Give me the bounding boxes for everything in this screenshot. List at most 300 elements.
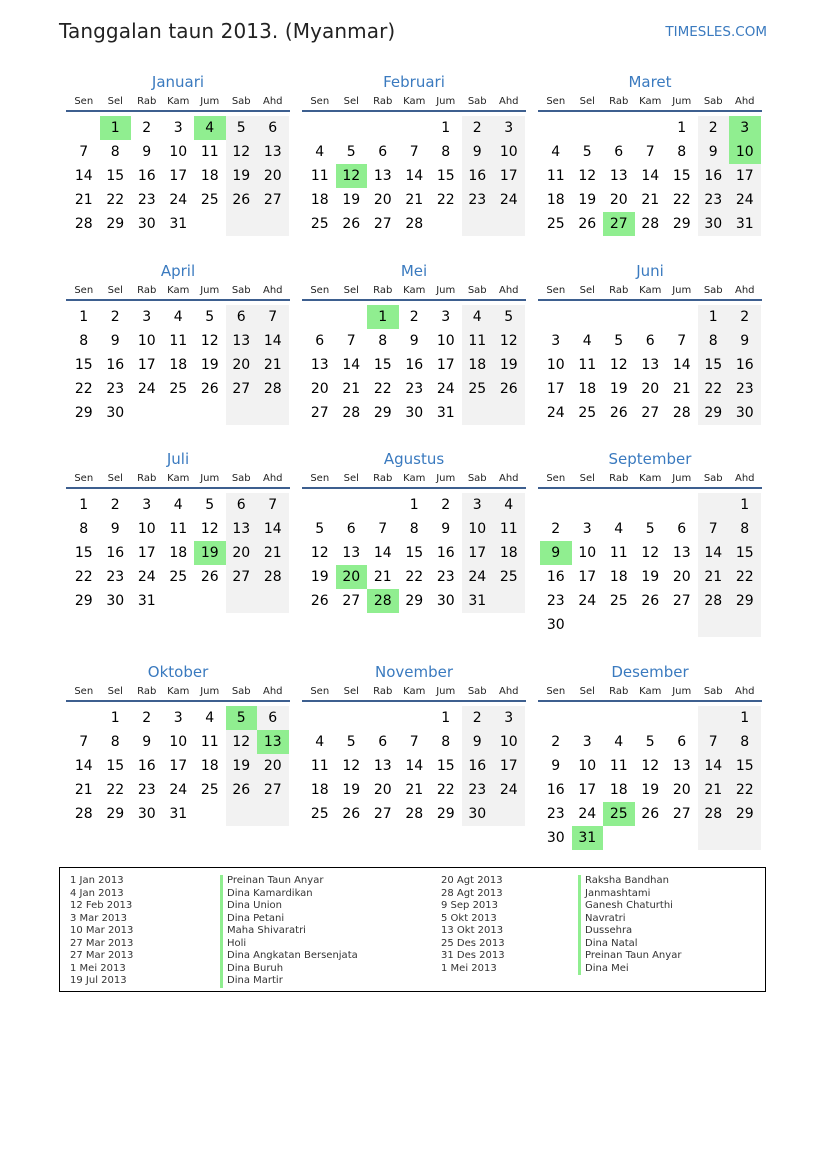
holiday-cell: 3 bbox=[729, 116, 761, 140]
empty-cell bbox=[336, 305, 368, 329]
day-cell: 28 bbox=[641, 216, 660, 232]
month-name: Februari bbox=[383, 73, 445, 91]
day-cell: 19 bbox=[226, 754, 258, 778]
day-cell: 1 bbox=[729, 493, 761, 517]
empty-cell bbox=[226, 802, 258, 826]
day-cell: 21 bbox=[257, 353, 289, 377]
day-cell: 21 bbox=[405, 192, 424, 208]
holiday-cell: 1 bbox=[100, 116, 132, 140]
day-cell: 7 bbox=[346, 333, 356, 349]
legend-date: 27 Mar 2013 bbox=[70, 937, 134, 949]
weekday-label: Rab bbox=[137, 96, 157, 107]
day-cell: 19 bbox=[578, 192, 597, 208]
month-name: Desember bbox=[611, 663, 689, 681]
day-cell: 20 bbox=[373, 782, 392, 798]
day-cell: 29 bbox=[373, 405, 392, 421]
month-mei bbox=[304, 261, 524, 425]
weekday-label: Sen bbox=[310, 285, 330, 296]
day-cell: 17 bbox=[729, 164, 761, 188]
legend-holiday-name: Ganesh Chaturthi bbox=[578, 900, 681, 913]
day-cell: 26 bbox=[493, 377, 525, 401]
empty-cell bbox=[304, 706, 336, 730]
legend-date: 1 Mei 2013 bbox=[441, 962, 497, 974]
day-cell: 2 bbox=[551, 521, 561, 537]
day-cell: 14 bbox=[257, 517, 289, 541]
day-cell: 5 bbox=[205, 309, 215, 325]
holiday-cell: 27 bbox=[603, 212, 635, 236]
day-cell: 9 bbox=[441, 521, 451, 537]
day-cell: 27 bbox=[257, 778, 289, 802]
day-cell: 10 bbox=[578, 758, 597, 774]
empty-cell bbox=[635, 706, 667, 730]
empty-cell bbox=[635, 493, 667, 517]
day-cell: 1 bbox=[729, 706, 761, 730]
weekday-label: Ahd bbox=[734, 686, 755, 697]
empty-cell bbox=[635, 305, 667, 329]
legend-dates-right bbox=[441, 875, 505, 975]
weekday-label: Sel bbox=[343, 96, 359, 107]
holiday-cell: 5 bbox=[226, 706, 258, 730]
day-cell: 4 bbox=[315, 734, 325, 750]
empty-cell bbox=[257, 802, 289, 826]
day-cell: 15 bbox=[405, 545, 424, 561]
day-cell: 13 bbox=[342, 545, 361, 561]
weekday-label: Jum bbox=[200, 285, 220, 296]
day-cell: 16 bbox=[462, 164, 494, 188]
day-cell: 9 bbox=[462, 140, 494, 164]
day-cell: 17 bbox=[137, 545, 156, 561]
day-cell: 13 bbox=[310, 357, 329, 373]
day-cell: 15 bbox=[74, 545, 93, 561]
holiday-cell: 1 bbox=[367, 305, 399, 329]
weekday-label: Jum bbox=[436, 285, 456, 296]
month-november bbox=[304, 662, 524, 826]
day-cell: 28 bbox=[405, 216, 424, 232]
day-cell: 6 bbox=[378, 734, 388, 750]
day-cell: 20 bbox=[373, 192, 392, 208]
day-cell: 5 bbox=[346, 734, 356, 750]
day-cell: 15 bbox=[106, 758, 125, 774]
month-name: April bbox=[160, 262, 196, 280]
day-cell: 8 bbox=[409, 521, 419, 537]
empty-cell bbox=[304, 305, 336, 329]
empty-cell bbox=[666, 826, 698, 850]
month-name: Maret bbox=[628, 73, 672, 91]
weekday-label: Jum bbox=[672, 686, 692, 697]
day-cell: 26 bbox=[578, 216, 597, 232]
day-cell: 29 bbox=[405, 593, 424, 609]
empty-cell bbox=[729, 826, 761, 850]
day-cell: 20 bbox=[310, 381, 329, 397]
day-cell: 11 bbox=[169, 333, 188, 349]
day-cell: 11 bbox=[310, 168, 329, 184]
day-cell: 27 bbox=[257, 188, 289, 212]
day-cell: 29 bbox=[106, 806, 125, 822]
day-cell: 25 bbox=[462, 377, 494, 401]
empty-cell bbox=[367, 706, 399, 730]
empty-cell bbox=[603, 493, 635, 517]
empty-cell bbox=[493, 589, 525, 613]
day-cell: 7 bbox=[257, 493, 289, 517]
day-cell: 1 bbox=[441, 710, 451, 726]
day-cell: 22 bbox=[373, 381, 392, 397]
day-cell: 12 bbox=[310, 545, 329, 561]
day-cell: 24 bbox=[169, 192, 188, 208]
day-cell: 31 bbox=[729, 212, 761, 236]
weekday-label: Sab bbox=[703, 686, 723, 697]
day-grid bbox=[304, 706, 524, 826]
day-cell: 27 bbox=[226, 377, 258, 401]
weekday-label: Sel bbox=[107, 285, 123, 296]
day-cell: 22 bbox=[106, 782, 125, 798]
day-cell: 26 bbox=[226, 778, 258, 802]
day-cell: 28 bbox=[698, 802, 730, 826]
day-cell: 11 bbox=[609, 545, 628, 561]
empty-cell bbox=[367, 116, 399, 140]
day-cell: 28 bbox=[74, 216, 93, 232]
day-cell: 22 bbox=[672, 192, 691, 208]
day-cell: 12 bbox=[200, 333, 219, 349]
day-cell: 11 bbox=[310, 758, 329, 774]
month-oktober bbox=[68, 662, 288, 826]
empty-cell bbox=[399, 706, 431, 730]
weekday-label: Sab bbox=[467, 285, 487, 296]
day-cell: 6 bbox=[257, 116, 289, 140]
month-name: Januari bbox=[151, 73, 205, 91]
day-cell: 1 bbox=[441, 120, 451, 136]
day-cell: 6 bbox=[677, 521, 687, 537]
month-september bbox=[540, 449, 760, 637]
day-cell: 5 bbox=[645, 734, 655, 750]
day-cell: 1 bbox=[79, 309, 89, 325]
weekday-label: Sab bbox=[467, 96, 487, 107]
weekday-label: Sel bbox=[107, 686, 123, 697]
day-cell: 23 bbox=[106, 381, 125, 397]
day-cell: 11 bbox=[546, 168, 565, 184]
weekday-label: Sel bbox=[579, 285, 595, 296]
day-cell: 31 bbox=[137, 593, 156, 609]
day-cell: 19 bbox=[342, 192, 361, 208]
day-cell: 23 bbox=[106, 569, 125, 585]
day-cell: 14 bbox=[373, 545, 392, 561]
weekday-label: Rab bbox=[373, 473, 393, 484]
day-cell: 21 bbox=[641, 192, 660, 208]
day-cell: 3 bbox=[493, 116, 525, 140]
empty-cell bbox=[729, 613, 761, 637]
day-cell: 25 bbox=[169, 569, 188, 585]
weekday-label: Jum bbox=[200, 96, 220, 107]
empty-cell bbox=[666, 305, 698, 329]
legend-date: 20 Agt 2013 bbox=[441, 875, 503, 886]
empty-cell bbox=[399, 116, 431, 140]
day-cell: 21 bbox=[373, 569, 392, 585]
day-cell: 14 bbox=[405, 758, 424, 774]
month-juni bbox=[540, 261, 760, 425]
day-cell: 15 bbox=[729, 754, 761, 778]
weekday-header bbox=[66, 471, 290, 489]
day-cell: 23 bbox=[698, 188, 730, 212]
empty-cell bbox=[572, 493, 604, 517]
legend-dates-left bbox=[70, 875, 133, 988]
brand-link[interactable]: TIMESLES.COM bbox=[665, 24, 767, 40]
day-cell: 7 bbox=[698, 517, 730, 541]
holiday-cell: 19 bbox=[194, 541, 226, 565]
empty-cell bbox=[131, 401, 163, 425]
empty-cell bbox=[540, 116, 572, 140]
day-cell: 7 bbox=[698, 730, 730, 754]
day-cell: 5 bbox=[493, 305, 525, 329]
day-cell: 30 bbox=[106, 593, 125, 609]
month-name: September bbox=[608, 450, 692, 468]
weekday-label: Rab bbox=[137, 686, 157, 697]
holiday-cell: 28 bbox=[367, 589, 399, 613]
legend-date: 10 Mar 2013 bbox=[70, 925, 134, 936]
day-cell: 15 bbox=[74, 357, 93, 373]
weekday-label: Sen bbox=[546, 473, 566, 484]
day-cell: 22 bbox=[405, 569, 424, 585]
holiday-cell: 13 bbox=[257, 730, 289, 754]
legend-holiday-name: Navratri bbox=[578, 913, 681, 926]
weekday-label: Ahd bbox=[262, 686, 283, 697]
empty-cell bbox=[572, 305, 604, 329]
day-cell: 4 bbox=[173, 497, 183, 513]
day-cell: 12 bbox=[342, 758, 361, 774]
day-cell: 13 bbox=[226, 329, 258, 353]
empty-cell bbox=[603, 613, 635, 637]
day-cell: 6 bbox=[346, 521, 356, 537]
day-cell: 9 bbox=[698, 140, 730, 164]
legend-date: 19 Jul 2013 bbox=[70, 975, 127, 986]
day-cell: 26 bbox=[342, 216, 361, 232]
day-cell: 7 bbox=[409, 144, 419, 160]
day-cell: 2 bbox=[698, 116, 730, 140]
day-cell: 22 bbox=[74, 381, 93, 397]
legend-date: 13 Okt 2013 bbox=[441, 925, 504, 936]
day-cell: 28 bbox=[257, 565, 289, 589]
empty-cell bbox=[698, 706, 730, 730]
weekday-header bbox=[66, 94, 290, 112]
weekday-label: Kam bbox=[403, 96, 426, 107]
day-cell: 17 bbox=[137, 357, 156, 373]
day-cell: 17 bbox=[546, 381, 565, 397]
month-agustus bbox=[304, 449, 524, 613]
day-cell: 28 bbox=[342, 405, 361, 421]
day-cell: 20 bbox=[257, 754, 289, 778]
month-name: Oktober bbox=[147, 663, 209, 681]
weekday-label: Sel bbox=[343, 473, 359, 484]
day-cell: 26 bbox=[641, 806, 660, 822]
month-maret bbox=[540, 72, 760, 236]
day-cell: 18 bbox=[169, 545, 188, 561]
day-cell: 5 bbox=[315, 521, 325, 537]
empty-cell bbox=[603, 305, 635, 329]
empty-cell bbox=[257, 212, 289, 236]
empty-cell bbox=[666, 706, 698, 730]
day-cell: 5 bbox=[226, 116, 258, 140]
day-cell: 17 bbox=[493, 754, 525, 778]
day-cell: 26 bbox=[609, 405, 628, 421]
day-cell: 19 bbox=[493, 353, 525, 377]
empty-cell bbox=[68, 116, 100, 140]
day-cell: 30 bbox=[546, 830, 565, 846]
day-cell: 6 bbox=[677, 734, 687, 750]
day-cell: 21 bbox=[698, 565, 730, 589]
day-cell: 6 bbox=[257, 706, 289, 730]
day-cell: 10 bbox=[169, 734, 188, 750]
day-cell: 14 bbox=[698, 754, 730, 778]
day-grid bbox=[540, 305, 760, 425]
day-cell: 21 bbox=[405, 782, 424, 798]
day-cell: 31 bbox=[436, 405, 455, 421]
empty-cell bbox=[462, 212, 494, 236]
day-cell: 16 bbox=[137, 168, 156, 184]
weekday-label: Sab bbox=[467, 686, 487, 697]
legend-holiday-name: Preinan Taun Anyar bbox=[578, 950, 681, 963]
legend-date: 5 Okt 2013 bbox=[441, 912, 497, 924]
day-cell: 22 bbox=[436, 192, 455, 208]
day-cell: 17 bbox=[436, 357, 455, 373]
empty-cell bbox=[163, 401, 195, 425]
day-cell: 29 bbox=[436, 806, 455, 822]
weekday-label: Sen bbox=[74, 686, 94, 697]
weekday-label: Jum bbox=[436, 473, 456, 484]
month-name: Juni bbox=[636, 262, 664, 280]
day-cell: 12 bbox=[641, 758, 660, 774]
day-cell: 16 bbox=[436, 545, 455, 561]
day-cell: 17 bbox=[169, 758, 188, 774]
day-cell: 25 bbox=[200, 782, 219, 798]
day-cell: 3 bbox=[582, 521, 592, 537]
day-cell: 8 bbox=[729, 730, 761, 754]
day-cell: 22 bbox=[74, 569, 93, 585]
empty-cell bbox=[635, 826, 667, 850]
day-cell: 26 bbox=[342, 806, 361, 822]
weekday-label: Rab bbox=[137, 285, 157, 296]
day-cell: 4 bbox=[551, 144, 561, 160]
day-cell: 24 bbox=[578, 806, 597, 822]
day-cell: 25 bbox=[200, 192, 219, 208]
day-cell: 1 bbox=[677, 120, 687, 136]
weekday-label: Ahd bbox=[498, 686, 519, 697]
day-cell: 24 bbox=[462, 565, 494, 589]
legend-date: 1 Jan 2013 bbox=[70, 875, 124, 886]
day-cell: 16 bbox=[729, 353, 761, 377]
day-cell: 29 bbox=[106, 216, 125, 232]
day-cell: 18 bbox=[169, 357, 188, 373]
weekday-label: Sen bbox=[310, 96, 330, 107]
day-cell: 24 bbox=[729, 188, 761, 212]
day-cell: 8 bbox=[378, 333, 388, 349]
day-cell: 18 bbox=[578, 381, 597, 397]
weekday-label: Kam bbox=[167, 473, 190, 484]
legend-holiday-name: Holi bbox=[220, 938, 358, 951]
weekday-label: Rab bbox=[609, 473, 629, 484]
day-cell: 16 bbox=[106, 545, 125, 561]
weekday-label: Sen bbox=[546, 686, 566, 697]
weekday-label: Jum bbox=[672, 285, 692, 296]
day-cell: 15 bbox=[729, 541, 761, 565]
holiday-legend bbox=[59, 867, 766, 992]
weekday-label: Ahd bbox=[262, 285, 283, 296]
day-cell: 20 bbox=[672, 569, 691, 585]
day-cell: 9 bbox=[142, 144, 152, 160]
day-cell: 30 bbox=[137, 216, 156, 232]
empty-cell bbox=[493, 212, 525, 236]
day-cell: 25 bbox=[169, 381, 188, 397]
day-cell: 22 bbox=[729, 778, 761, 802]
empty-cell bbox=[493, 802, 525, 826]
day-cell: 2 bbox=[409, 309, 419, 325]
day-cell: 28 bbox=[257, 377, 289, 401]
day-cell: 12 bbox=[226, 140, 258, 164]
day-grid bbox=[68, 706, 288, 826]
empty-cell bbox=[540, 493, 572, 517]
day-cell: 1 bbox=[110, 710, 120, 726]
day-cell: 8 bbox=[110, 144, 120, 160]
day-cell: 26 bbox=[200, 569, 219, 585]
weekday-label: Rab bbox=[373, 686, 393, 697]
day-cell: 28 bbox=[672, 405, 691, 421]
day-cell: 21 bbox=[698, 778, 730, 802]
weekday-label: Kam bbox=[403, 285, 426, 296]
empty-cell bbox=[226, 401, 258, 425]
day-cell: 16 bbox=[546, 782, 565, 798]
day-cell: 29 bbox=[698, 401, 730, 425]
empty-cell bbox=[635, 613, 667, 637]
empty-cell bbox=[666, 493, 698, 517]
weekday-label: Kam bbox=[167, 686, 190, 697]
day-cell: 28 bbox=[74, 806, 93, 822]
weekday-label: Sen bbox=[74, 96, 94, 107]
day-cell: 3 bbox=[441, 309, 451, 325]
day-cell: 3 bbox=[551, 333, 561, 349]
holiday-cell: 31 bbox=[572, 826, 604, 850]
day-cell: 23 bbox=[436, 569, 455, 585]
month-februari bbox=[304, 72, 524, 236]
day-cell: 18 bbox=[200, 168, 219, 184]
legend-holiday-name: Dina Kamardikan bbox=[220, 888, 358, 901]
day-cell: 3 bbox=[142, 309, 152, 325]
day-cell: 8 bbox=[677, 144, 687, 160]
weekday-label: Rab bbox=[609, 686, 629, 697]
legend-holiday-name: Raksha Bandhan bbox=[578, 875, 681, 888]
weekday-label: Rab bbox=[373, 96, 393, 107]
weekday-header bbox=[302, 684, 526, 702]
day-cell: 10 bbox=[493, 140, 525, 164]
day-cell: 20 bbox=[226, 353, 258, 377]
day-cell: 9 bbox=[551, 758, 561, 774]
empty-cell bbox=[336, 116, 368, 140]
empty-cell bbox=[493, 401, 525, 425]
day-cell: 12 bbox=[493, 329, 525, 353]
month-name: Mei bbox=[400, 262, 428, 280]
empty-cell bbox=[430, 212, 462, 236]
legend-date: 31 Des 2013 bbox=[441, 950, 505, 961]
empty-cell bbox=[194, 401, 226, 425]
day-cell: 25 bbox=[609, 593, 628, 609]
day-cell: 15 bbox=[436, 758, 455, 774]
day-cell: 29 bbox=[672, 216, 691, 232]
month-januari bbox=[68, 72, 288, 236]
day-cell: 19 bbox=[342, 782, 361, 798]
day-cell: 22 bbox=[698, 377, 730, 401]
day-cell: 5 bbox=[614, 333, 624, 349]
weekday-label: Jum bbox=[672, 96, 692, 107]
day-cell: 2 bbox=[551, 734, 561, 750]
day-cell: 27 bbox=[342, 593, 361, 609]
day-cell: 13 bbox=[672, 758, 691, 774]
weekday-label: Ahd bbox=[498, 285, 519, 296]
